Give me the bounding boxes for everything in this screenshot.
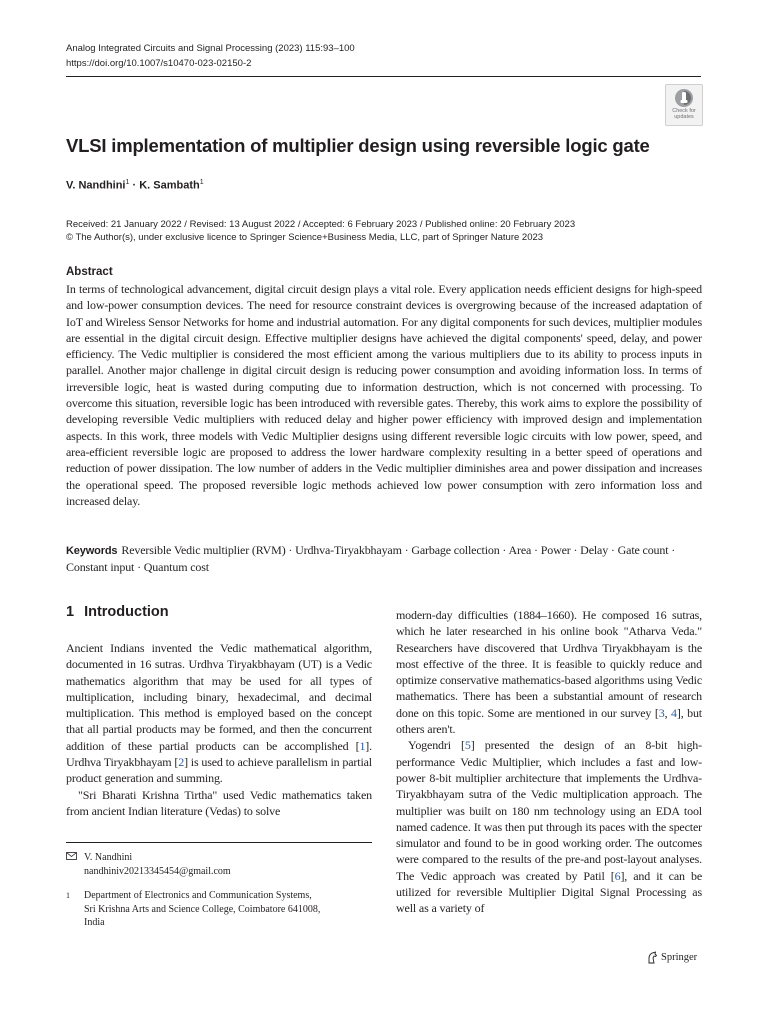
affiliation-marker: 1 (66, 891, 70, 900)
abstract-text: In terms of technological advancement, digital circuit design plays a vital role. Every application needs efficient designs for high-speed and low-power consumption devices. The need for resource constraint devices is overgrowing because of the increased adaptation of IoT and Wireless Sensor Networks for home and industrial automation. For any digital components for such devices, multiplier modules are essential in the digital circuit design. Effective multiplier designs have achieved the digital components' speed, delay, and power efficiency. The Vedic multiplier is considered the most efficient among the various multipliers due to its ability to process inputs in parallel. Another major challenge in digital circuit design is reducing power consumption and avoiding information loss. In terms of irreversible logic, heat is wasted during computing due to information destruction, which is not concerned with processing. To overcome this situation, reversible logic has been introduced with reversible gates. Thereby, this work aims to explore the possibility of developing reversible Vedic multipliers with reduced delay and higher power efficiency with improved design and implementation aspects. In this work, three models with Vedic Multiplier designs using different reversible logic circuits with low power, speed, and area-efficient reversible logic are proposed to address the lower hardware complexity resulting in a better speed of operations and reduction of power dissipation. The low number of adders in the Vedic multiplier diminishes area and power dissipation and increases the operational speed. The proposed reversible logic methods achieved low power consumption with zero information loss and increased delay. (66, 282, 702, 508)
abstract-heading: Abstract (66, 266, 113, 278)
body-column-right (396, 607, 702, 917)
paragraph: Yogendri [5] presented the design of an 8-bit high-performance Vedic Multiplier, which includes a fast and low-power 8-bit multiplier architecture that implements the Urdhva-Tiryakbhayam sutra of the Vedic multiplication approach. The multiplier was built on 180 nm technology using an EDA tool named cadence. It was then put through its paces with the specter simulator and found to be in good working order. The outcomes were compared to the results of the pre-and post-layout analyses. The Vedic approach was created by Patil [6], and it can be utilized for reversible Multiplier Digital Signal Processing as well as a variety of (396, 738, 702, 916)
citation-link[interactable]: 4 (670, 705, 677, 720)
citation-link[interactable]: 3 (658, 705, 665, 720)
author-separator: · (129, 179, 140, 192)
affiliation-marker: 1 (199, 179, 204, 186)
envelope-icon (66, 851, 84, 865)
citation-link[interactable]: 1 (359, 738, 366, 753)
journal-header (66, 41, 355, 71)
check-for-updates-icon (674, 88, 694, 108)
affiliation-marker: 1 (125, 179, 130, 186)
paper-title: VLSI implementation of multiplier design using reversible logic gate (66, 135, 650, 156)
publisher-logo (646, 951, 697, 964)
check-for-updates-badge[interactable] (665, 84, 703, 126)
citation-link[interactable]: 6 (614, 868, 621, 883)
affiliation (66, 889, 320, 930)
publisher-name: Springer (661, 952, 698, 963)
publication-history (66, 218, 575, 244)
paragraph: Ancient Indians invented the Vedic mathematical algorithm, documented in 16 sutras. Urdhva Tiryakbhayam (UT) is a Vedic mathematics algorithm that may be used for all types of multiplication, including binary, hexadecimal, and decimal multiplication. This method is employed based on the concept that all partial products may be formed, and then the concurrent addition of these partial products can be accomplished [1]. Urdhva Tiryakbhayam [2] is used to achieve parallelism in partial product generation and summing. (66, 641, 372, 786)
affiliation-line: Department of Electronics and Communication Systems, (84, 890, 312, 901)
author-name[interactable]: V. Nandhini (66, 179, 126, 192)
author-list (66, 179, 204, 192)
journal-citation: Analog Integrated Circuits and Signal Processing (2023) 115:93–100 (66, 43, 355, 54)
badge-line-2: updates (674, 114, 694, 120)
corresponding-author (66, 851, 231, 878)
footnote-rule (66, 842, 372, 843)
affiliation-line: India (84, 917, 105, 928)
section-number: 1 (66, 604, 75, 620)
citation-link[interactable]: 5 (464, 738, 471, 753)
paragraph: modern-day difficulties (1884–1660). He composed 16 sutras, which he later researched in his online book "Atharva Veda." Researchers have discovered that Urdhva Tiryakbhayam is the most effective of the three. It is feasible to quickly reduce and optimize conservative mathematics-based algorithms using Vedic mathematics. There has been a substantial amount of research done on this topic. Some are mentioned in our survey [3, 4], but others aren't. (396, 608, 702, 737)
keywords-list: Reversible Vedic multiplier (RVM) · Urdhva-Tiryakbhayam · Garbage collection · Area · Power · Delay · Gate count · Constant input · Quantum cost (66, 543, 676, 575)
copyright-line: © The Author(s), under exclusive licence to Springer Science+Business Media, LLC, part of Springer Nature 2023 (66, 232, 544, 243)
citation-link[interactable]: 2 (178, 755, 185, 770)
history-dates: Received: 21 January 2022 / Revised: 13 August 2022 / Accepted: 6 February 2023 / Published online: 20 February 2023 (66, 219, 576, 230)
section-heading (66, 604, 179, 620)
author-name: V. Nandhini (84, 852, 133, 863)
body-column-left (66, 640, 372, 819)
affiliation-line: Sri Krishna Arts and Science College, Coimbatore 641008, (84, 903, 321, 915)
header-rule (66, 76, 701, 77)
doi-link[interactable]: https://doi.org/10.1007/s10470-023-02150-2 (66, 58, 252, 69)
badge-line-1: Check for (672, 108, 696, 114)
author-email[interactable]: nandhiniv20213345454@gmail.com (84, 865, 231, 877)
author-name[interactable]: K. Sambath (139, 179, 200, 192)
springer-horse-icon (646, 951, 658, 964)
section-title: Introduction (84, 604, 169, 620)
keywords-heading: Keywords (66, 545, 118, 557)
keywords (66, 542, 702, 576)
paragraph: "Sri Bharati Krishna Tirtha" used Vedic mathematics taken from ancient Indian literature (Vedas) to solve (66, 787, 372, 818)
